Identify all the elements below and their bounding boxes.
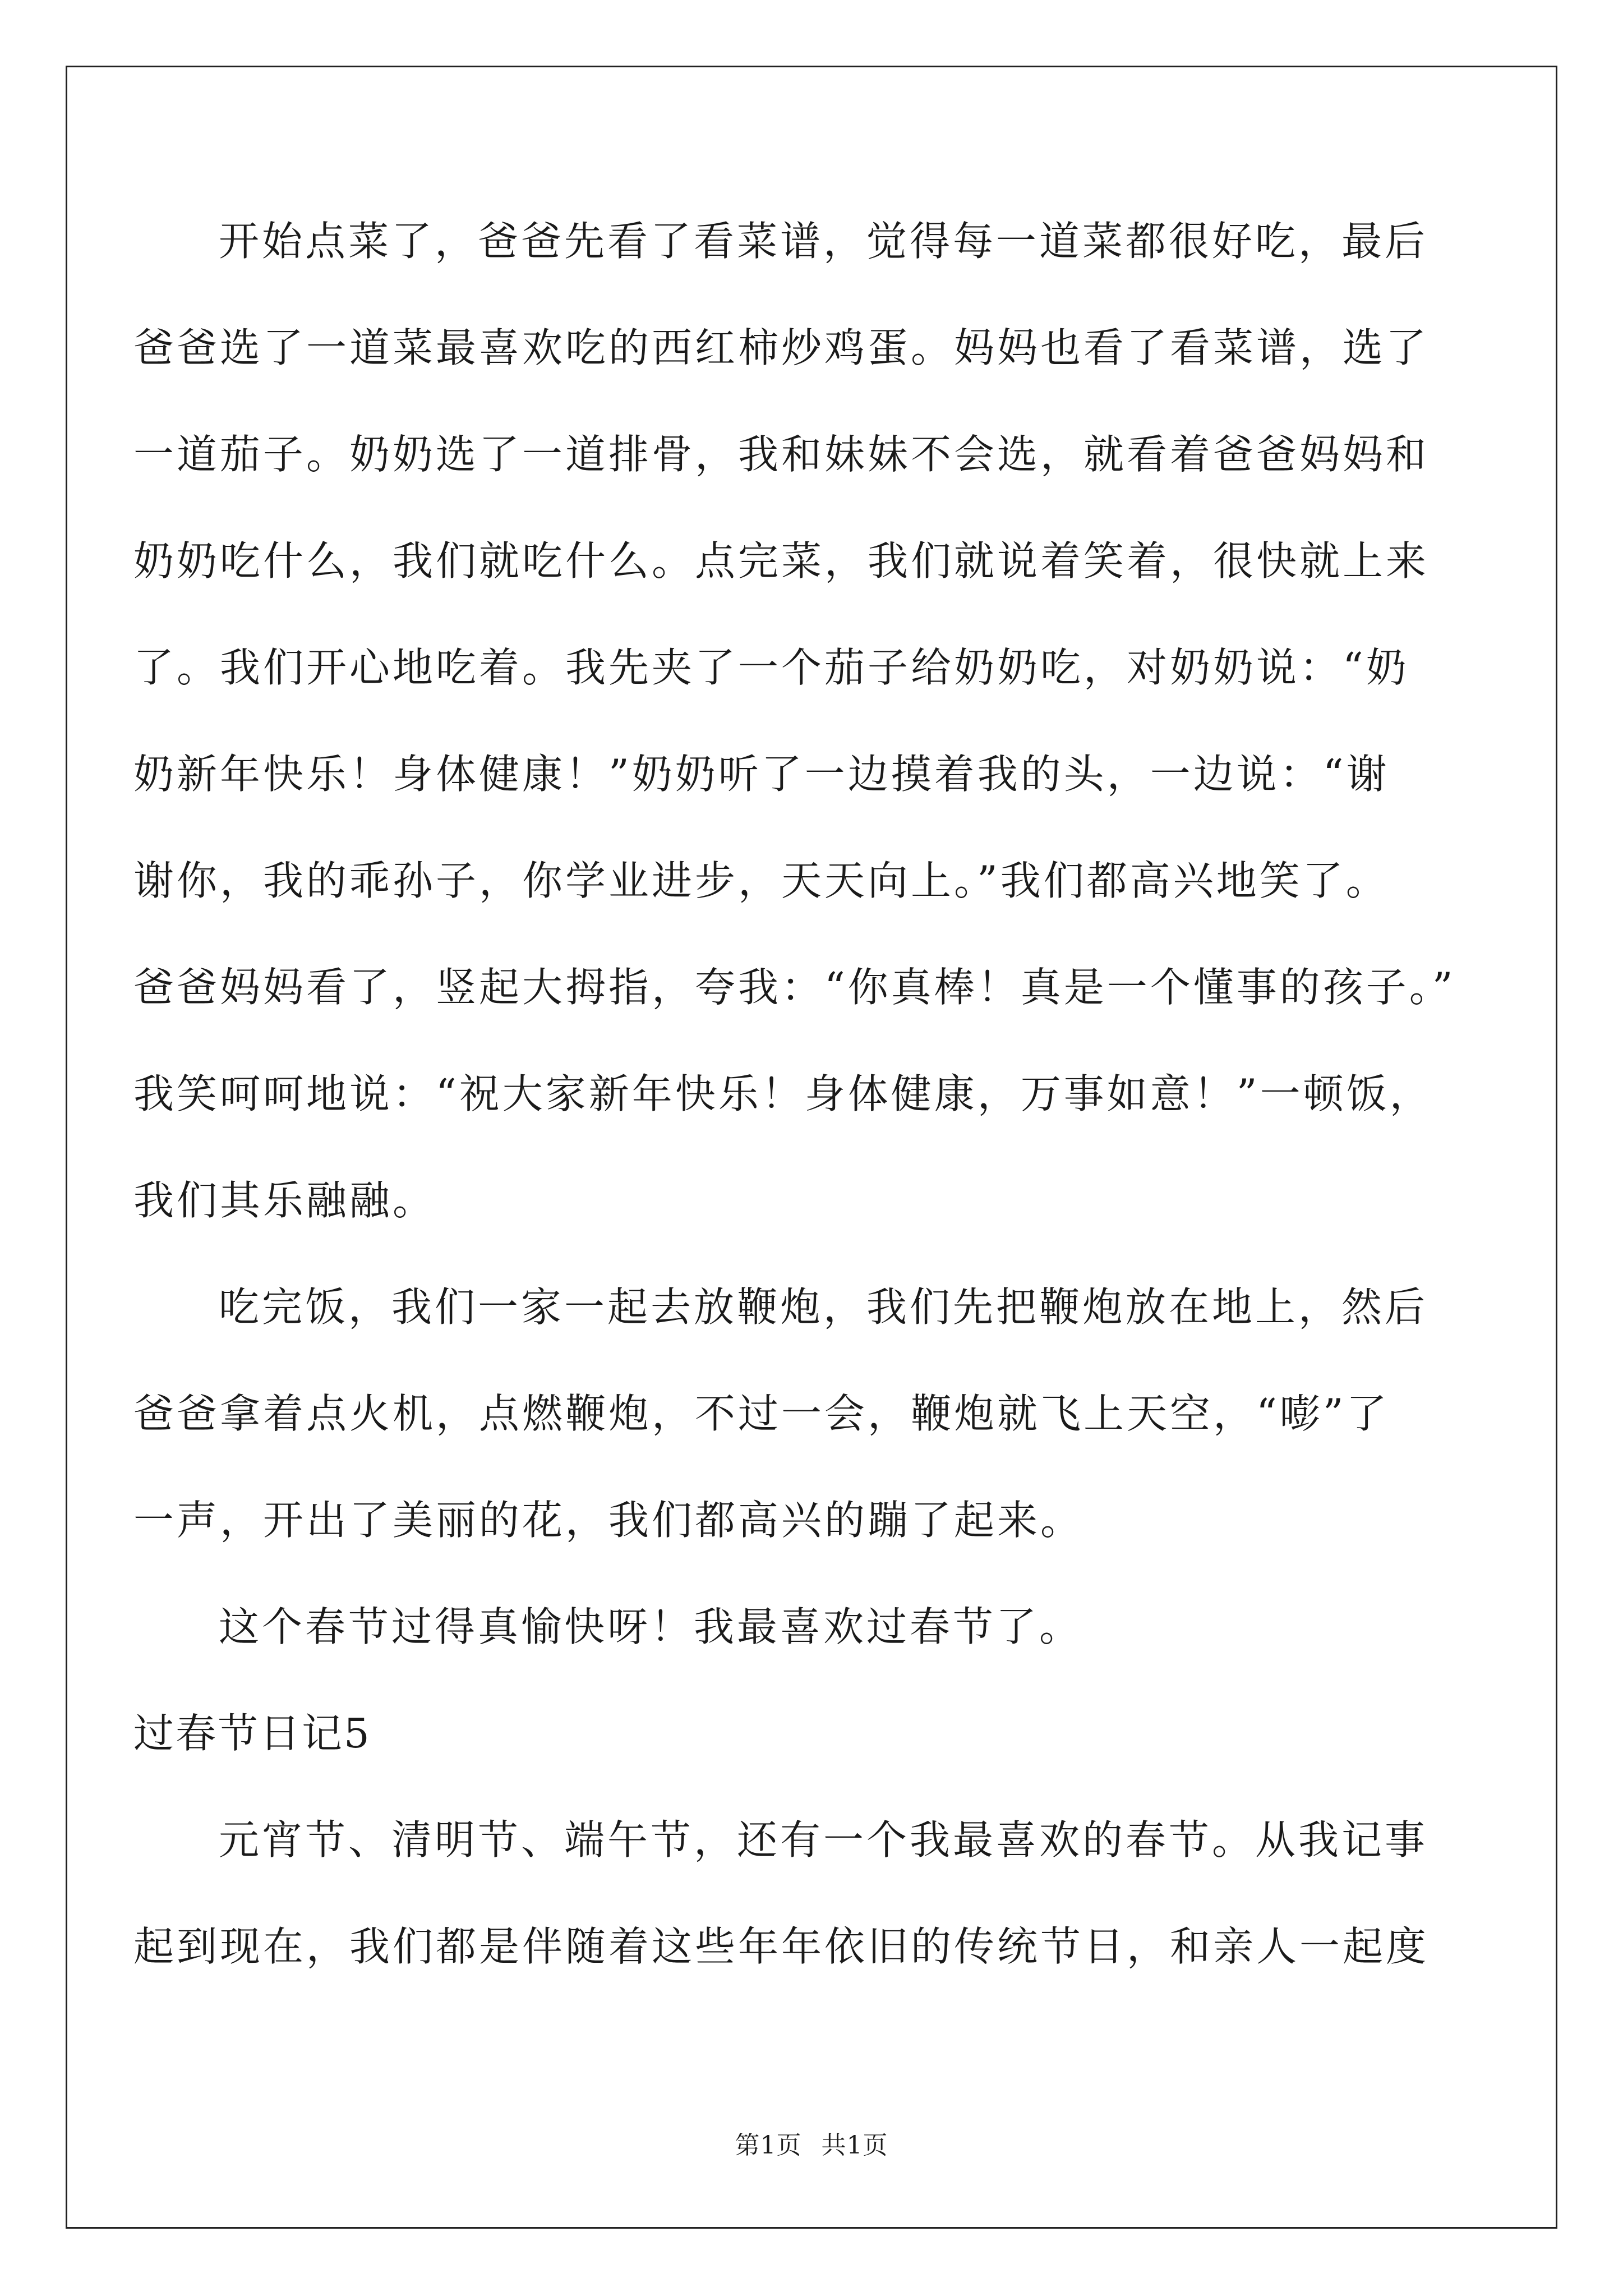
text-line: 开始点菜了，爸爸先看了看菜谱，觉得每一道菜都很好吃，最后 — [219, 218, 1428, 265]
text-line: 我笑呵呵地说：“祝大家新年快乐！身体健康，万事如意！”一顿饭， — [133, 1070, 1433, 1117]
text-line: 这个春节过得真愉快呀！我最喜欢过春节了。 — [219, 1603, 1083, 1650]
text-line: 爸爸选了一道菜最喜欢吃的西红柿炒鸡蛋。妈妈也看了看菜谱，选了 — [133, 324, 1430, 371]
text-line: 爸爸妈妈看了，竖起大拇指，夸我：“你真棒！真是一个懂事的孩子。” — [133, 964, 1456, 1011]
text-line: 谢你，我的乖孙子，你学业进步，天天向上。”我们都高兴地笑了。 — [133, 857, 1389, 904]
text-line: 一道茄子。奶奶选了一道排骨，我和妹妹不会选，就看着爸爸妈妈和 — [133, 431, 1430, 478]
text-line: 了。我们开心地吃着。我先夹了一个茄子给奶奶吃，对奶奶说：“奶 — [133, 644, 1409, 691]
document-body — [133, 188, 1491, 2000]
section-heading: 过春节日记5 — [133, 1710, 371, 1757]
text-line: 奶新年快乐！身体健康！”奶奶听了一边摸着我的头，一边说：“谢 — [133, 751, 1390, 798]
text-line: 吃完饭，我们一家一起去放鞭炮，我们先把鞭炮放在地上，然后 — [219, 1283, 1428, 1331]
text-line: 奶奶吃什么，我们就吃什么。点完菜，我们就说着笑着，很快就上来 — [133, 537, 1430, 585]
text-line: 元宵节、清明节、端午节，还有一个我最喜欢的春节。从我记事 — [219, 1816, 1428, 1864]
text-line: 爸爸拿着点火机，点燃鞭炮，不过一会，鞭炮就飞上天空，“嘭”了 — [133, 1390, 1390, 1437]
text-line: 一声，开出了美丽的花，我们都高兴的蹦了起来。 — [133, 1497, 1084, 1544]
text-line: 我们其乐融融。 — [133, 1177, 436, 1224]
page-footer: 第1页 共1页 — [735, 2131, 888, 2160]
text-line: 起到现在，我们都是伴随着这些年年依旧的传统节日，和亲人一起度 — [133, 1923, 1430, 1970]
